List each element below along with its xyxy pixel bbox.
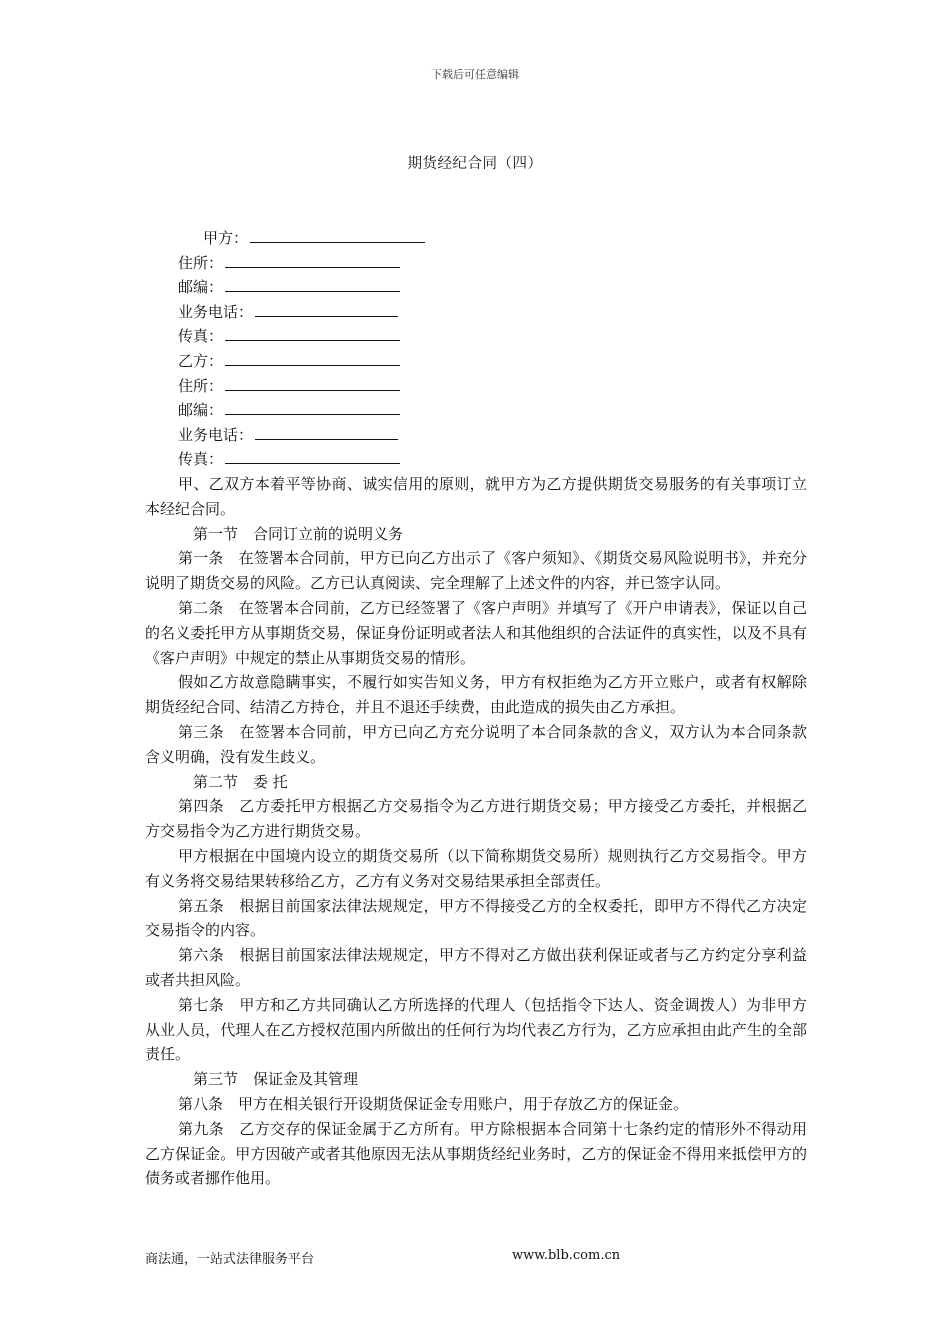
clause-paragraph: 第二条 在签署本合同前，乙方已经签署了《客户声明》并填写了《开户申请表》，保证以自己的名义委托甲方从事期货交易，保证身份证明或者法人和其他组织的合法证件的真实性，以及不具有《客户声明》中规定的禁止从事期货交易的情形。	[145, 598, 807, 667]
field-label: 住所：	[178, 253, 224, 272]
contract-body	[145, 472, 807, 1191]
preamble-paragraph: 甲、乙双方本着平等协商、诚实信用的原则，就甲方为乙方提供期货交易服务的有关事项订立本经纪合同。	[145, 475, 807, 518]
field-fax-a	[178, 324, 425, 349]
field-label: 传真：	[178, 450, 224, 469]
document-title: 期货经纪合同（四）	[407, 156, 543, 172]
blank-line	[255, 425, 398, 440]
field-label: 邮编：	[178, 401, 224, 420]
clause-paragraph: 第七条 甲方和乙方共同确认乙方所选择的代理人（包括指令下达人、资金调拨人）为非甲方从业人员，代理人在乙方授权范围内所做出的任何行为均代表乙方行为，乙方应承担由此产生的全部责任。	[145, 995, 807, 1064]
field-postcode-a	[178, 275, 425, 300]
blank-line	[255, 302, 398, 317]
blank-line	[225, 449, 400, 464]
blank-line	[225, 326, 400, 341]
footer-website-link[interactable]: www.blb.com.cn	[512, 1248, 621, 1263]
field-label: 乙方：	[178, 351, 224, 370]
field-party-a	[178, 226, 425, 251]
clause-paragraph: 第一条 在签署本合同前，甲方已向乙方出示了《客户须知》、《期货交易风险说明书》，并充分说明了期货交易的风险。乙方已认真阅读、完全理解了上述文件的内容，并已签字认同。	[145, 549, 807, 593]
blank-line	[225, 277, 400, 292]
blank-line	[250, 228, 425, 243]
footer-platform-text: 商法通，一站式法律服务平台	[145, 1252, 315, 1267]
field-label: 住所：	[178, 376, 224, 395]
field-address-a	[178, 251, 425, 276]
field-party-b	[178, 349, 425, 374]
field-postcode-b	[178, 398, 425, 423]
blank-line	[225, 253, 400, 268]
field-phone-a	[178, 300, 425, 325]
field-label: 甲方：	[203, 229, 249, 247]
party-fields	[178, 226, 425, 472]
clause-paragraph: 甲方根据在中国境内设立的期货交易所（以下简称期货交易所）规则执行乙方交易指令。甲方有义务将交易结果转移给乙方，乙方有义务对交易结果承担全部责任。	[145, 846, 807, 890]
clause-paragraph: 第四条 乙方委托甲方根据乙方交易指令为乙方进行期货交易；甲方接受乙方委托，并根据乙方交易指令为乙方进行期货交易。	[145, 797, 807, 841]
field-address-b	[178, 374, 425, 399]
clause-paragraph: 假如乙方故意隐瞒事实，不履行如实告知义务，甲方有权拒绝为乙方开立账户，或者有权解除期货经纪合同、结清乙方持仓，并且不退还手续费，由此造成的损失由乙方承担。	[145, 673, 807, 717]
clause-paragraph: 第五条 根据目前国家法律法规规定，甲方不得接受乙方的全权委托，即甲方不得代乙方决定交易指令的内容。	[145, 896, 807, 940]
field-fax-b	[178, 447, 425, 472]
blank-line	[225, 400, 400, 415]
section-heading: 第二节 委 托	[193, 772, 288, 791]
field-label: 邮编：	[178, 278, 224, 297]
clause-paragraph: 第三条 在签署本合同前，甲方已向乙方充分说明了本合同条款的含义，双方认为本合同条款含义明确，没有发生歧义。	[145, 722, 807, 766]
section-heading: 第三节 保证金及其管理	[193, 1070, 359, 1089]
field-label: 传真：	[178, 327, 224, 346]
clause-paragraph: 第八条 甲方在相关银行开设期货保证金专用账户，用于存放乙方的保证金。	[178, 1094, 689, 1113]
field-phone-b	[178, 423, 425, 448]
clause-paragraph: 第六条 根据目前国家法律法规规定，甲方不得对乙方做出获利保证或者与乙方约定分享利益或者共担风险。	[145, 946, 807, 989]
field-label: 业务电话：	[178, 425, 254, 444]
page-header: 下载后可任意编辑	[431, 68, 519, 81]
blank-line	[225, 376, 400, 391]
section-heading: 第一节 合同订立前的说明义务	[193, 524, 404, 543]
clause-paragraph: 第九条 乙方交存的保证金属于乙方所有。甲方除根据本合同第十七条约定的情形外不得动用乙方保证金。甲方因破产或者其他原因无法从事期货经纪业务时，乙方的保证金不得用来抵偿甲方的债务或者挪作他用。	[145, 1119, 807, 1188]
blank-line	[225, 351, 400, 366]
field-label: 业务电话：	[178, 302, 254, 321]
